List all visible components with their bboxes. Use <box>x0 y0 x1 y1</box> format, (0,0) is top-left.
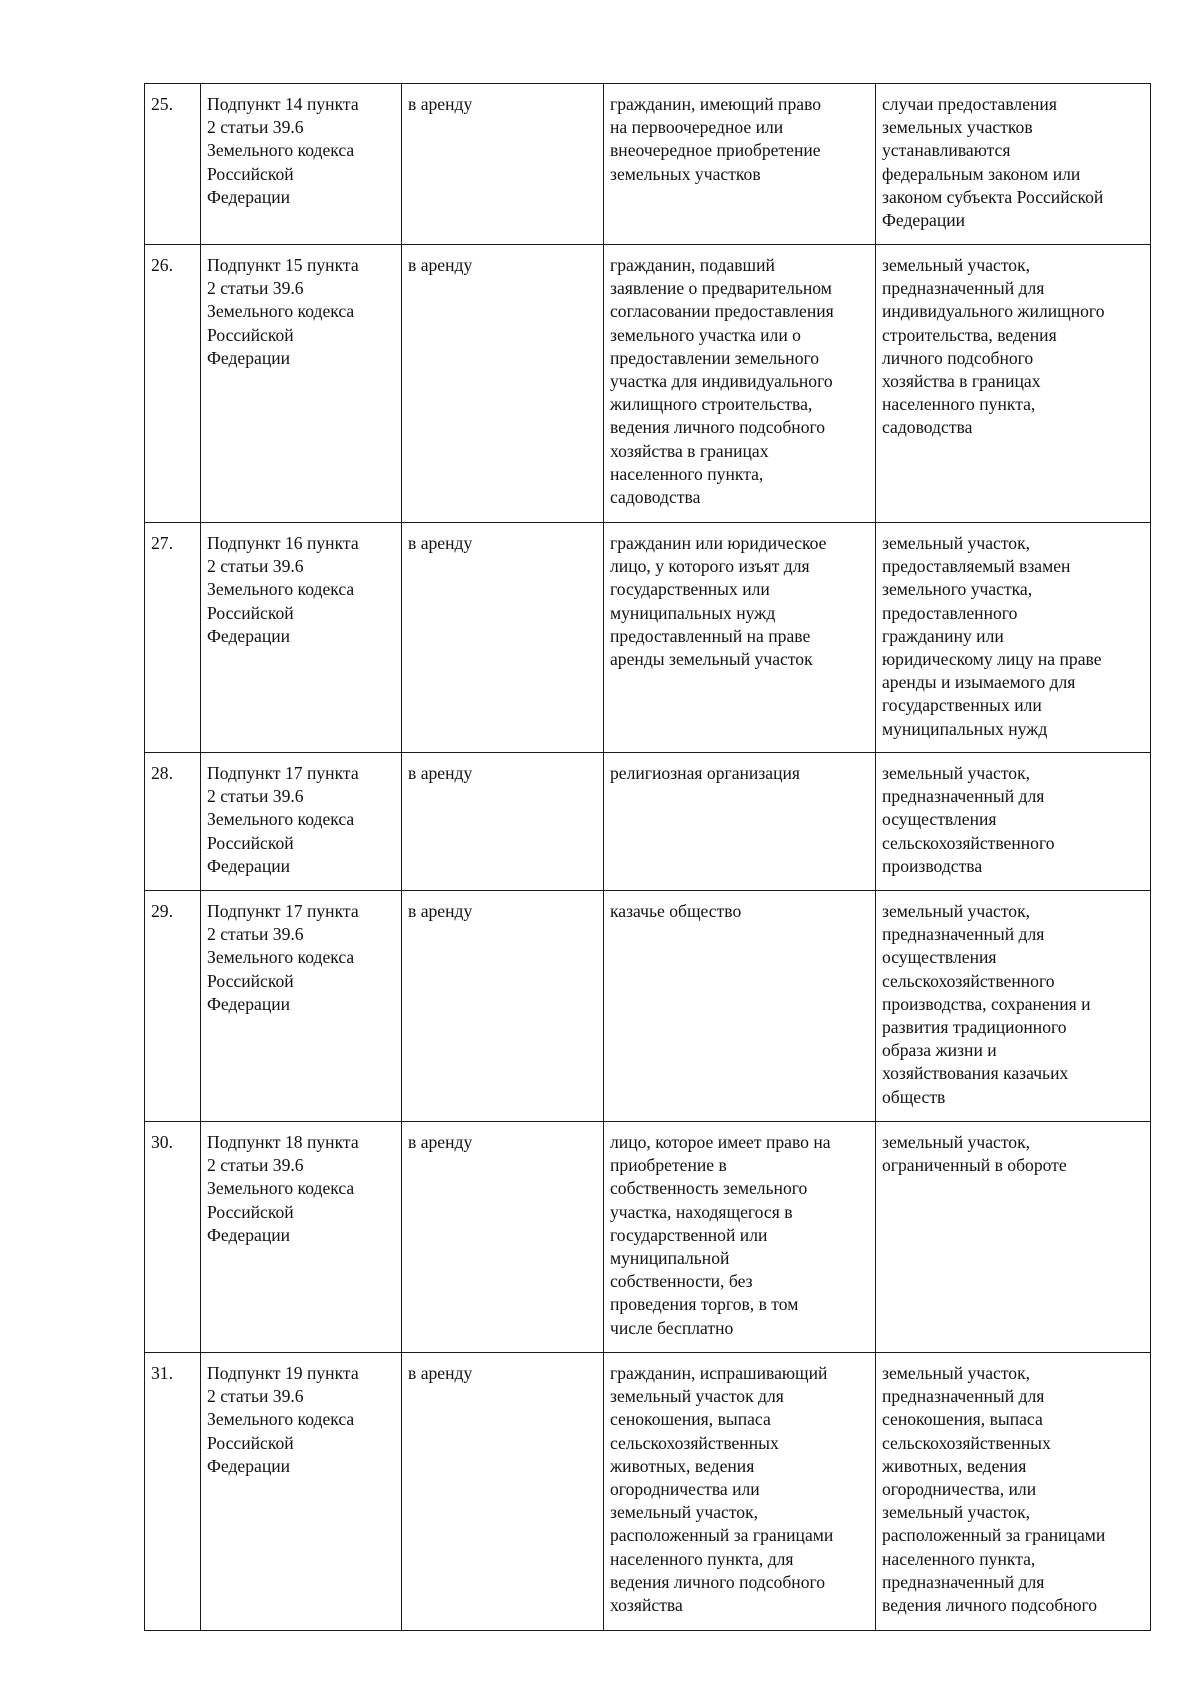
provision-type-cell: в аренду <box>402 891 604 1122</box>
table-row <box>145 1122 1151 1353</box>
land-plot-cell: земельный участок, предназначенный для индивидуального жилищного строительства, ведения личного подсобного хозяйства в границах населенного пункта, садоводства <box>876 245 1151 523</box>
table-row <box>145 523 1151 753</box>
applicant-cell: религиозная организация <box>604 753 876 891</box>
legal-basis-cell: Подпункт 19 пункта 2 статьи 39.6 Земельного кодекса Российской Федерации <box>201 1353 402 1631</box>
row-number-cell: 29. <box>145 891 201 1122</box>
row-number-cell: 25. <box>145 84 201 245</box>
applicant-cell: гражданин, имеющий право на первоочередное или внеочередное приобретение земельных участков <box>604 84 876 245</box>
legal-basis-cell: Подпункт 17 пункта 2 статьи 39.6 Земельного кодекса Российской Федерации <box>201 753 402 891</box>
land-plot-cell: земельный участок, предназначенный для осуществления сельскохозяйственного производства, сохранения и развития традиционного образа жизни и хозяйствования казачьих обществ <box>876 891 1151 1122</box>
provision-type-cell: в аренду <box>402 523 604 753</box>
provision-type-cell: в аренду <box>402 84 604 245</box>
row-number-cell: 31. <box>145 1353 201 1631</box>
land-plot-cell: земельный участок, предназначенный для сенокошения, выпаса сельскохозяйственных животных, ведения огородничества, или земельный участок, расположенный за границами населенного пункта, предназначенный для ведения личного подсобного <box>876 1353 1151 1631</box>
row-number-cell: 30. <box>145 1122 201 1353</box>
row-number-cell: 27. <box>145 523 201 753</box>
row-number-cell: 28. <box>145 753 201 891</box>
applicant-cell: гражданин или юридическое лицо, у которого изъят для государственных или муниципальных нужд предоставленный на праве аренды земельный участок <box>604 523 876 753</box>
legal-basis-cell: Подпункт 17 пункта 2 статьи 39.6 Земельного кодекса Российской Федерации <box>201 891 402 1122</box>
legal-basis-cell: Подпункт 16 пункта 2 статьи 39.6 Земельного кодекса Российской Федерации <box>201 523 402 753</box>
land-plot-cell: случаи предоставления земельных участков устанавливаются федеральным законом или законом субъекта Российской Федерации <box>876 84 1151 245</box>
applicant-cell: гражданин, подавший заявление о предварительном согласовании предоставления земельного участка или о предоставлении земельного участка для индивидуального жилищного строительства, ведения личного подсобного хозяйства в границах населенного пункта, садоводства <box>604 245 876 523</box>
table-row <box>145 753 1151 891</box>
legal-basis-cell: Подпункт 15 пункта 2 статьи 39.6 Земельного кодекса Российской Федерации <box>201 245 402 523</box>
table-row <box>145 1353 1151 1631</box>
provision-type-cell: в аренду <box>402 1353 604 1631</box>
land-plot-cell: земельный участок, ограниченный в обороте <box>876 1122 1151 1353</box>
provision-type-cell: в аренду <box>402 753 604 891</box>
land-plot-cell: земельный участок, предоставляемый взамен земельного участка, предоставленного гражданину или юридическому лицу на праве аренды и изымаемого для государственных или муниципальных нужд <box>876 523 1151 753</box>
table-row <box>145 891 1151 1122</box>
applicant-cell: лицо, которое имеет право на приобретение в собственность земельного участка, находящегося в государственной или муниципальной собственности, без проведения торгов, в том числе бесплатно <box>604 1122 876 1353</box>
legal-basis-cell: Подпункт 18 пункта 2 статьи 39.6 Земельного кодекса Российской Федерации <box>201 1122 402 1353</box>
row-number-cell: 26. <box>145 245 201 523</box>
applicant-cell: гражданин, испрашивающий земельный участок для сенокошения, выпаса сельскохозяйственных животных, ведения огородничества или земельный участок, расположенный за границами населенного пункта, для ведения личного подсобного хозяйства <box>604 1353 876 1631</box>
land-provision-table <box>144 83 1151 1631</box>
table-row <box>145 84 1151 245</box>
legal-basis-cell: Подпункт 14 пункта 2 статьи 39.6 Земельного кодекса Российской Федерации <box>201 84 402 245</box>
land-plot-cell: земельный участок, предназначенный для осуществления сельскохозяйственного производства <box>876 753 1151 891</box>
provision-type-cell: в аренду <box>402 1122 604 1353</box>
table-row <box>145 245 1151 523</box>
provision-type-cell: в аренду <box>402 245 604 523</box>
applicant-cell: казачье общество <box>604 891 876 1122</box>
